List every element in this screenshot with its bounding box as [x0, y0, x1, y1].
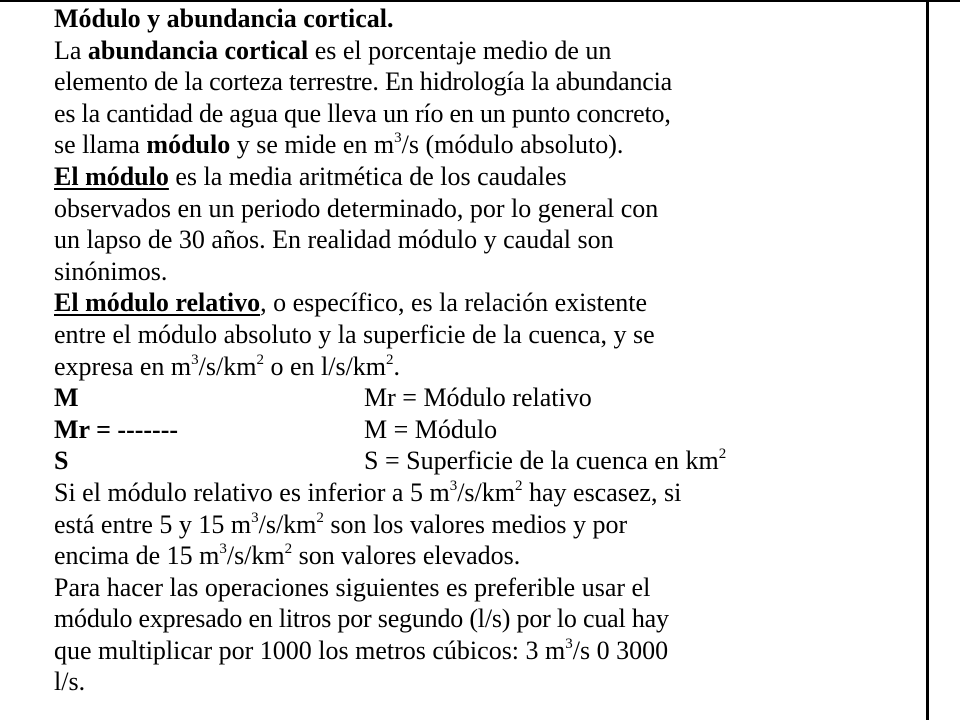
paragraph-3-line-3: expresa en $m^3/s/km^2$ o en $l/s/km^2$. [54, 351, 401, 381]
formula-numerator: M [54, 383, 79, 413]
paragraph-5-line-3: que multiplicar por 1000 los metros cúbicos: 3 $m^3/s$ 0 3000 [54, 635, 669, 665]
paragraph-2-line-3: un lapso de 30 años. En realidad módulo y caudal son [54, 225, 614, 255]
top-border-line [0, 0, 960, 2]
formula-denominator-row [54, 445, 922, 477]
paragraph-1-line-3: es la cantidad de agua que lleva un río en un punto concreto, [54, 98, 671, 128]
paragraph-5-line-1: Para hacer las operaciones siguientes es preferible usar el [54, 572, 651, 602]
paragraph-3-line-1: El módulo relativo, o específico, es la relación existente [54, 288, 648, 318]
paragraph-4-line-1: Si el módulo relativo es inferior a 5 $m^3/s/km^2$ hay escasez, si [54, 477, 682, 507]
formula-definition-m: M = Módulo [364, 414, 498, 444]
paragraph-1-line-2: elemento de la corteza terrestre. En hidrología la abundancia [54, 67, 672, 97]
paragraph-2-line-1: El módulo es la media aritmética de los caudales [54, 161, 567, 191]
formula-denominator: S [54, 446, 69, 476]
paragraph-2-line-4: sinónimos. [54, 256, 168, 286]
document-body [54, 3, 922, 698]
paragraph-5-line-4: l/s. [54, 667, 86, 697]
formula-numerator-row [54, 382, 922, 414]
paragraph-2-line-2: observados en un periodo determinado, por lo general con [54, 193, 659, 223]
formula-lhs: Mr = ------- [54, 414, 179, 444]
paragraph-1-line-1: La abundancia cortical es el porcentaje medio de un [54, 35, 612, 65]
formula-main-row [54, 414, 922, 446]
document-title: Módulo y abundancia cortical. [54, 4, 394, 33]
right-border-line [926, 0, 929, 720]
formula-definition-mr: Mr = Módulo relativo [364, 383, 592, 413]
formula-definition-s: S = Superficie de la cuenca en $km^2$ [364, 446, 727, 476]
paragraph-4-line-3: encima de 15 $m^3/s/km^2$ son valores elevados. [54, 541, 521, 571]
paragraph-1-line-4: se llama módulo y se mide en $m^3/s$ (módulo absoluto). [54, 130, 624, 160]
paragraph-3-line-2: entre el módulo absoluto y la superficie de la cuenca, y se [54, 319, 655, 349]
paragraph-5-line-2: módulo expresado en litros por segundo (l/s) por lo cual hay [54, 604, 669, 634]
paragraph-4-line-2: está entre 5 y 15 $m^3/s/km^2$ son los valores medios y por [54, 509, 628, 539]
